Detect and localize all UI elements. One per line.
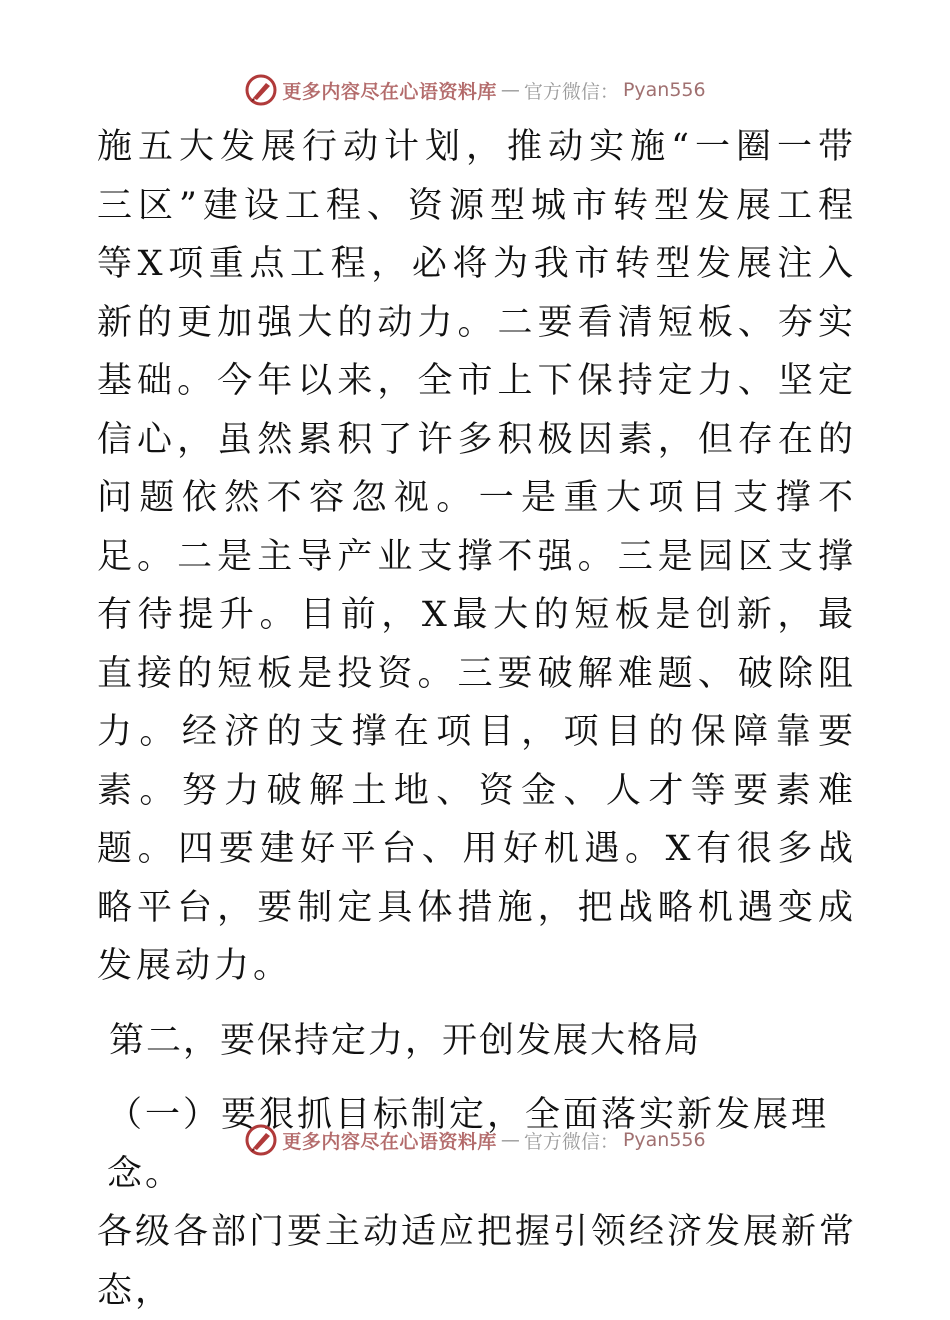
watermark-separator: — — [500, 79, 520, 101]
watermark-separator: — — [500, 1129, 520, 1151]
section-heading: 第二，要保持定力，开创发展大格局 — [109, 1020, 702, 1061]
pen-logo-icon — [244, 1123, 278, 1157]
footer-watermark — [0, 1120, 950, 1160]
watermark-wechat-id: Pyan556 — [622, 1129, 706, 1151]
subsection-heading: （一）要狠抓目标制定，全面落实新发展理念。 — [107, 1095, 830, 1194]
watermark-official-label: 官方微信： — [523, 1130, 619, 1153]
watermark-brand: 更多内容尽在心语资料库 — [282, 80, 497, 103]
header-watermark — [0, 70, 950, 110]
pen-logo-icon — [244, 73, 278, 107]
watermark-wechat-id: Pyan556 — [622, 79, 706, 101]
paragraph-2: 各级各部门要主动适应把握引领经济发展新常态， — [97, 1212, 858, 1311]
watermark-brand: 更多内容尽在心语资料库 — [282, 1130, 497, 1153]
paragraph-1: 施五大发展行动计划，推动实施“一圈一带三区”建设工程、资源型城市转型发展工程等X项重点工程，必将为我市转型发展注入新的更加强大的动力。二要看清短板、夯实基础。今年以来，全市上下保持定力、坚定信心，虽然累积了许多积极因素，但存在的问题依然不容忽视。一是重大项目支撑不足。二是主导产业支撑不强。三是园区支撑有待提升。目前，X最大的短板是创新，最直接的短板是投资。三要破解难题、破除阻力。经济的支撑在项目，项目的保障靠要素。努力破解土地、资金、人才等要素难题。四要建好平台、用好机遇。X有很多战略平台，要制定具体措施，把战略机遇变成发展动力。 — [97, 127, 857, 986]
watermark-official-label: 官方微信： — [523, 80, 619, 103]
